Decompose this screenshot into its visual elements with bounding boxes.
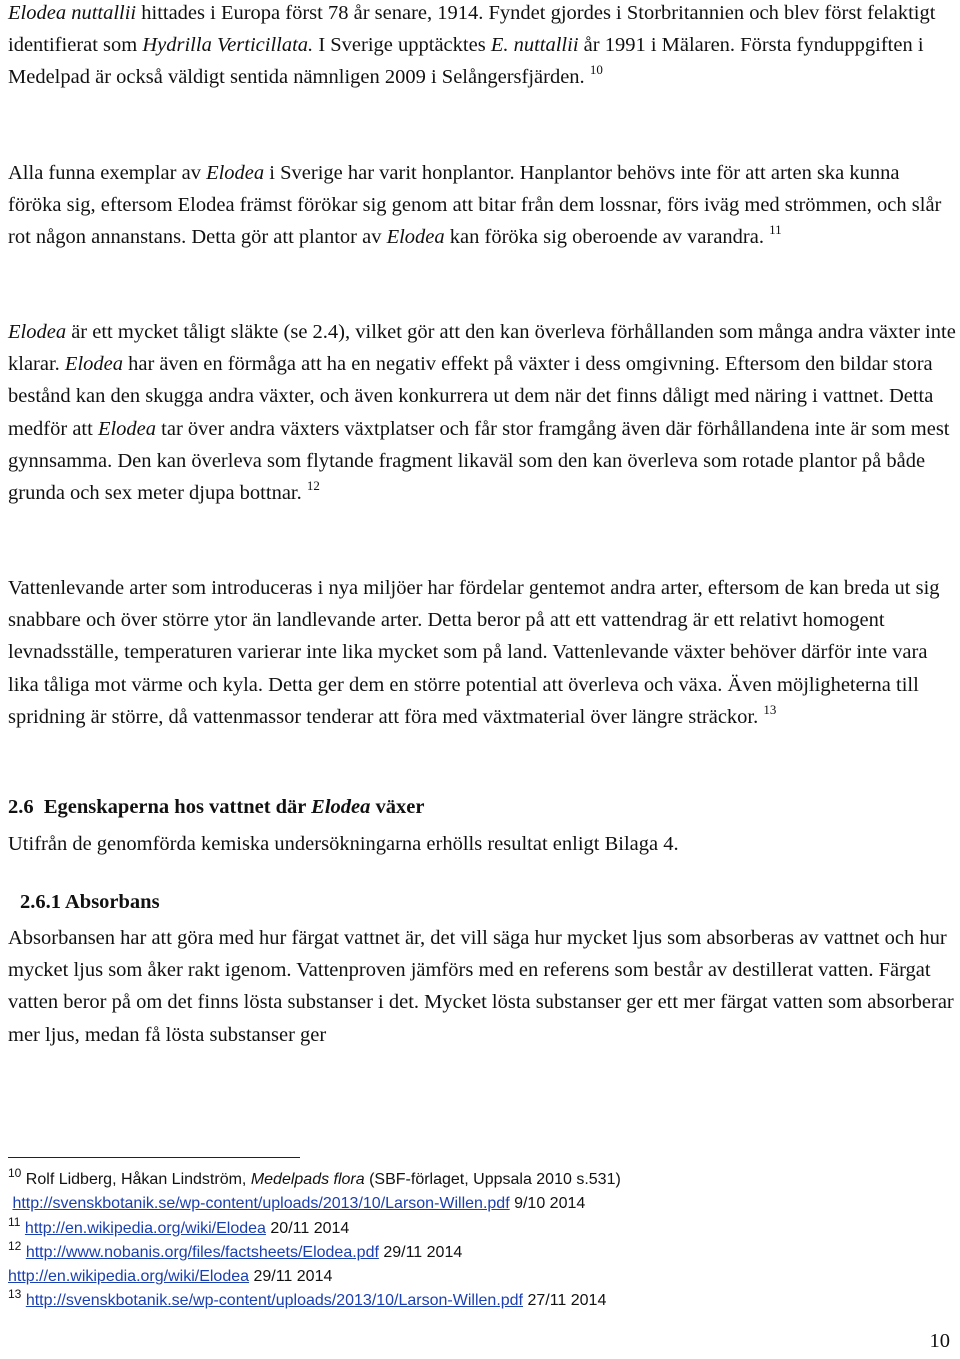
footnote-text: (SBF-förlaget, Uppsala 2010 s.531) [364,1171,621,1188]
footnote-text: Rolf Lidberg, Håkan Lindström, [21,1171,251,1188]
footnote-ref[interactable]: 12 [306,478,320,494]
footnote-link[interactable]: http://en.wikipedia.org/wiki/Elodea [8,1268,250,1286]
footnote-link[interactable]: http://en.wikipedia.org/wiki/Elodea [24,1219,266,1237]
text-run: har även en förmåga att ha en negativ effekt på växter i dess omgivning. Eftersom den bildar stora bestånd kan den skugga andra växter, och även konkurrera ut dem när det finns dåligt med näring i vattnet. Detta medför att [8,353,934,440]
footnote-number: 11 [8,1214,21,1229]
text-run: är ett mycket tåligt släkte (se 2.4), vilket gör att den kan överleva förhållanden som många andra växter inte klarar. [8,321,956,376]
italic-species-name: Elodea [8,321,67,343]
section-heading-2-6-1: 2.6.1 Absorbans [20,891,160,913]
footnote-separator [8,1157,300,1158]
italic-species-name: Elodea [64,353,123,376]
page-number: 10 [929,1330,950,1352]
text-run: år 1991 i Mälaren. Första fynduppgiften i Medelpad är också väldigt sentida nämnligen 2009 i Selångersfjärden. [8,34,924,89]
italic-species-name: Hydrilla Verticillata. [142,34,314,57]
paragraph-female-plants [8,157,956,254]
footnote-number: 10 [8,1166,22,1180]
footnote-ref[interactable]: 10 [589,62,603,78]
footnote-date: 20/11 2014 [265,1219,350,1237]
paragraph-absorbance: Absorbansen har att göra med hur färgat vattnet är, det vill säga hur mycket ljus som absorberas av vattnet och hur mycket ljus som åker rakt igenom. Vattenproven jämförs med en referens som består av destillerat vatten. Färgat vatten beror på om det finns lösta substanser i det. Mycket lösta substanser ger ett mer färgat vatten som absorberar mer ljus, medan få lösta substanser ger [8,927,954,1046]
italic-species-name: Elodea [206,162,265,184]
footnote-10 [8,1168,956,1192]
footnote-12 [8,1238,956,1265]
text-run: Vattenlevande arter som introduceras i nya miljöer har fördelar gentemot andra arter, eftersom de kan breda ut sig snabbare och över större ytor än landlevande arter. Detta beror på att ett vattendrag är ett relativt homogent levnadsställe, temperaturen varierar inte lika mycket som på land. Vattenlevande växter behöver därför inte vara lika tåliga mot värme och kyla. Detta ger dem en större potential att överleva och växa. Även möjligheterna till spridning är större, då vattenmassor tenderar att föra med växtmaterial över längre sträckor. [8,577,940,728]
section-heading-2-6 [8,796,424,819]
footnote-12-second-line [8,1265,956,1289]
paragraph-elodea-history [8,0,956,94]
footnote-date: 29/11 2014 [378,1243,463,1261]
footnote-11 [8,1214,956,1241]
footnote-ref[interactable]: 13 [763,701,777,717]
text-run: kan föröka sig oberoende av varandra. [444,226,764,249]
footnote-link[interactable]: http://svenskbotanik.se/wp-content/uploads/2013/10/Larson-Willen.pdf [12,1195,510,1213]
paragraph-hardy-genus [8,316,956,509]
italic-species-name: Elodea [311,796,371,818]
text-run: I Sverige upptäcktes [313,34,491,57]
text-run: i Sverige har varit honplantor. Hanplantor behövs inte för att arten ska kunna föröka sig, eftersom Elodea främst förökar sig genom att bitar från dem lossnar, förs iväg med strömmen, och slår rot någon annanstans. Detta gör att plantor av [8,162,942,249]
italic-species-name: Elodea nuttallii [8,2,137,24]
footnote-date: 29/11 2014 [249,1268,333,1286]
text-run: tar över andra växters växtplatser och får stor framgång även där förhållandena inte är som mest gynnsamma. Den kan överleva som flytande fragment likaväl som den kan överleva som rotade plantor på både grunda och sex meter djupa bottnar. [8,417,950,505]
italic-species-name: Elodea [97,417,157,440]
footnote-10-link-line [8,1192,956,1216]
footnote-link[interactable]: http://www.nobanis.org/files/factsheets/Elodea.pdf [25,1243,379,1261]
footnote-13 [8,1289,956,1313]
text-run: Alla funna exemplar av [8,162,207,184]
footnote-number: 12 [8,1238,22,1253]
heading-text: Egenskaperna hos vattnet där [43,796,312,818]
italic-species-name: Elodea [386,226,445,249]
footnotes [8,1168,956,1314]
footnote-date: 9/10 2014 [509,1195,586,1213]
paragraph-aquatic-species [8,572,960,733]
text-run: hittades i Europa först 78 år senare, 1914. Fyndet gjordes i Storbritannien och blev först felaktigt identifierat som [8,2,936,57]
italic-species-name: E. nuttallii [490,34,579,57]
footnote-date: 27/11 2014 [523,1292,607,1310]
heading-text: växer [370,796,425,818]
footnote-ref[interactable]: 11 [769,222,782,238]
footnote-book-title: Medelpads flora [250,1171,365,1188]
section-number: 2.6 [8,796,34,818]
footnote-number: 13 [8,1287,22,1302]
paragraph-results-intro: Utifrån de genomförda kemiska undersökningarna erhölls resultat enligt Bilaga 4. [8,833,679,855]
footnote-link[interactable]: http://svenskbotanik.se/wp-content/uploads/2013/10/Larson-Willen.pdf [25,1292,523,1310]
